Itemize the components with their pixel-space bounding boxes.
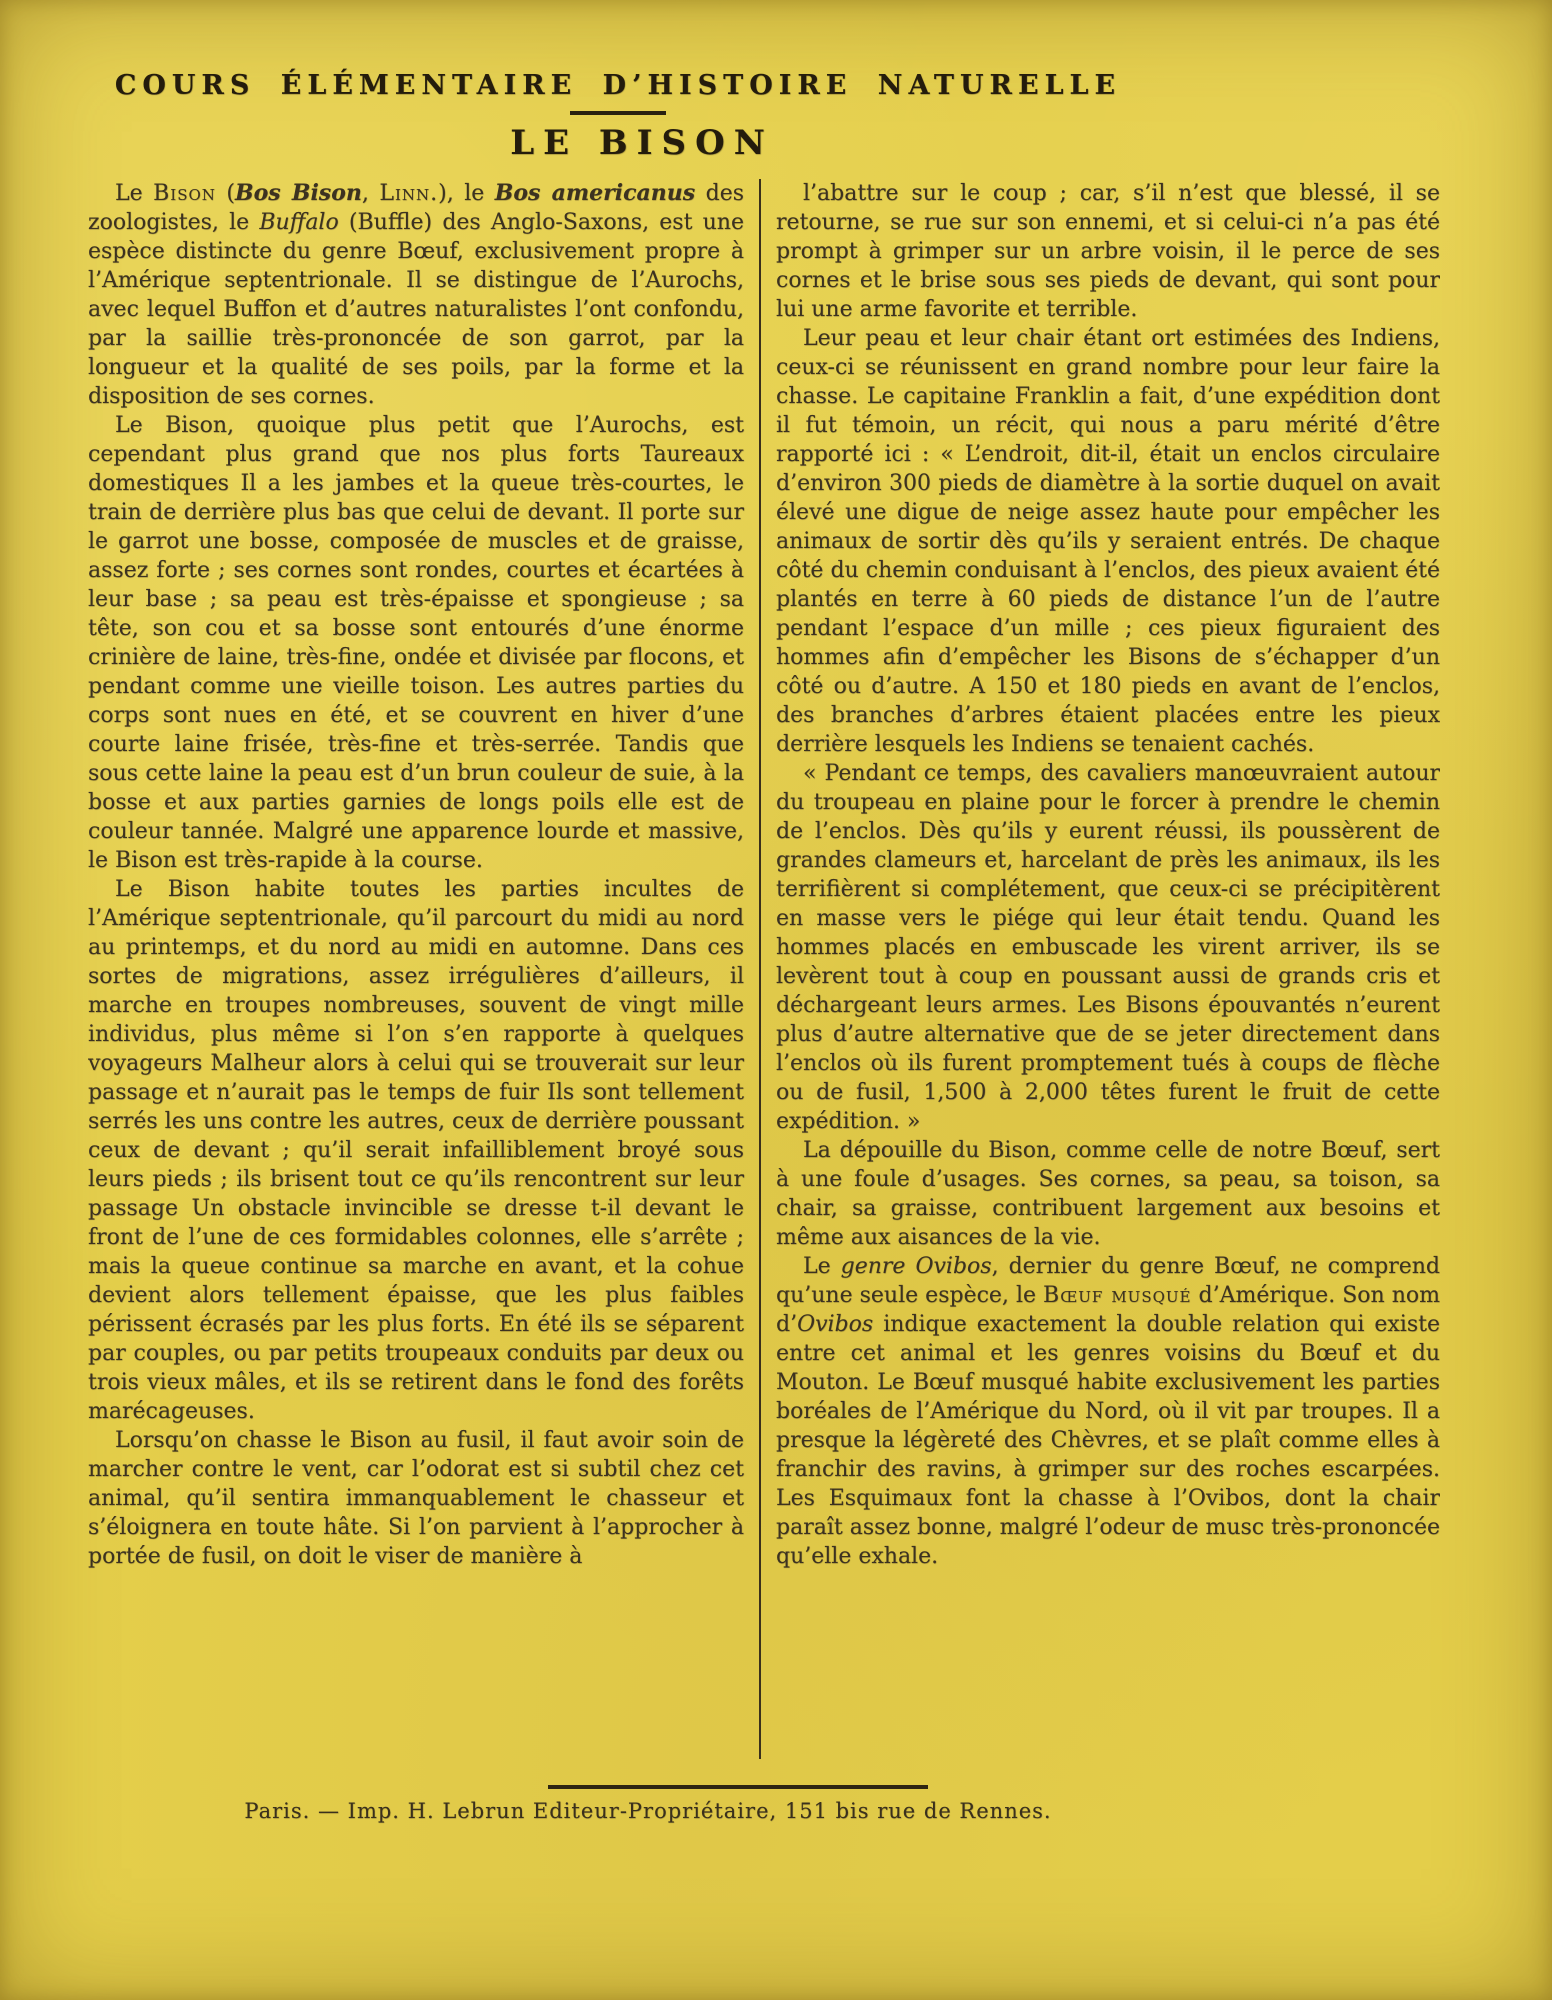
course-title: COURS ÉLÉMENTAIRE D’HISTOIRE NATURELLE — [114, 70, 1122, 101]
footer-rule — [548, 1785, 928, 1789]
text-segment: « Pendant ce temps, des cavaliers manœuvraient autour du troupeau en plaine pour le forcer à prendre le chemin de l’enclos. Dès qu’ils y eurent réussi, ils poussèrent de grandes clameurs et, harcelant de près les animaux, ils les terrifièrent si complétement, que ceux-ci se précipitèrent en masse vers le piége qui leur était tendu. Quand les hommes placés en embuscade les virent arriver, ils se levèrent tout à coup en poussant aussi de grands cris et déchargeant leurs armes. Les Bisons épouvantés n’eurent plus d’autre alternative que de se jeter directement dans l’enclos où ils furent promptement tués à coups de flèche ou de fusil, 1,500 à 2,000 têtes furent le fruit de cette expédition. » — [776, 761, 1440, 1134]
text-segment: l’abattre sur le coup ; car, s’il n’est que blessé, il se retourne, se rue sur son ennemi, et si celui-ci n’a pas été prompt à grimper sur un arbre voisin, il le perce de ses cornes et le brise sous ses pieds de devant, qui sont pour lui une arme favorite et terrible. — [776, 181, 1440, 322]
text-segment: Bos Bison — [235, 180, 362, 206]
text-segment: Bœuf musqué — [1043, 1283, 1192, 1308]
text-segment: Lorsqu’on chasse le Bison au fusil, il faut avoir soin de marcher contre le vent, car l’odorat est si subtil chez cet animal, qu’il sentira immanquablement le chasseur et s’éloignera en toute hâte. Si l’on parvient à l’approcher à portée de fusil, on doit le viser de manière à — [88, 1428, 744, 1569]
text-segment: Le — [803, 1254, 841, 1279]
text-segment: Linn. — [379, 181, 439, 206]
right-column — [776, 179, 1440, 1759]
paragraph — [88, 875, 744, 1426]
text-segment: Bos americanus — [494, 180, 696, 206]
text-segment: , — [361, 181, 380, 206]
column-divider — [759, 179, 761, 1759]
paragraph — [776, 179, 1440, 324]
imprint-text: Paris. — Imp. H. Lebrun Editeur-Propriétaire, 151 bis rue de Rennes. — [244, 1799, 1052, 1823]
two-column-text — [88, 179, 1440, 1759]
paragraph — [88, 179, 744, 411]
text-segment: indique exactement la double relation qui existe entre cet animal et les genres voisins du Bœuf et du Mouton. Le Bœuf musqué habite exclusivement les parties boréales de l’Amérique du Nord, où il vit par troupes. Il a presque la légèreté des Chèvres, et se plaît comme elles à franchir des ravins, à grimper sur des roches escarpées. Les Esquimaux font la chasse à l’Ovibos, dont la chair paraît assez bonne, malgré l’odeur de musc très-prononcée qu’elle exhale. — [776, 1312, 1440, 1569]
paragraph — [776, 1136, 1440, 1252]
paragraph — [88, 1426, 744, 1571]
masthead — [88, 70, 1148, 115]
text-segment: Ovibos — [797, 1312, 874, 1337]
text-segment: Buffalo — [259, 210, 339, 235]
text-segment: (Buffle) des Anglo-Saxons, est une espèce distincte du genre Bœuf, exclusivement propre à l’Amérique septentrionale. Il se distingue de l’Aurochs, avec lequel Buffon et d’autres naturalistes l’ont confondu, par la saillie très-prononcée de son garrot, par la longueur et la qualité de ses poils, par la forme et la disposition de ses cornes. — [88, 210, 744, 409]
text-segment: Le — [115, 181, 154, 206]
text-segment: Le Bison, quoique plus petit que l’Aurochs, est cependant plus grand que nos plus forts Taureaux domestiques Il a les jambes et la queue très-courtes, le train de derrière plus bas que celui de devant. Il porte sur le garrot une bosse, composée de muscles et de graisse, assez forte ; ses cornes sont rondes, courtes et écartées à leur base ; sa peau est très-épaisse et spongieuse ; sa tête, son cou et sa bosse sont entourés d’une énorme crinière de laine, très-fine, ondée et divisée par flocons, et pendant comme une vieille toison. Les autres parties du corps sont nues en été, et se couvrent en hiver d’une courte laine frisée, très-fine et très-serrée. Tandis que sous cette laine la peau est d’un brun couleur de suie, à la bosse et aux parties garnies de longs poils elle est de couleur tannée. Malgré une apparence lourde et massive, le Bison est très-rapide à la course. — [88, 413, 744, 873]
text-segment: genre Ovibos — [840, 1254, 992, 1279]
imprint-footer — [88, 1785, 1440, 1823]
text-segment: d’Amérique. Son nom d’ — [776, 1283, 1440, 1337]
text-segment: La dépouille du Bison, comme celle de notre Bœuf, sert à une foule d’usages. Ses cornes, sa peau, sa toison, sa chair, sa graisse, contribuent largement aux besoins et même aux aisances de la vie. — [776, 1138, 1440, 1250]
paragraph — [776, 1252, 1440, 1571]
paragraph — [776, 759, 1440, 1136]
text-segment: Le Bison habite toutes les parties incultes de l’Amérique septentrionale, qu’il parcourt du midi au nord au printemps, et du nord au midi en automne. Dans ces sortes de migrations, assez irrégulières d’ailleurs, il marche en troupes nombreuses, souvent de vingt mille individus, plus même si l’on s’en rapporte à quelques voyageurs Malheur alors à celui qui se trouverait sur leur passage et n’aurait pas le temps de fuir Ils sont tellement serrés les uns contre les autres, ceux de derrière poussant ceux de devant ; qu’il serait infailliblement broyé sous leurs pieds ; ils brisent tout ce qu’ils rencontrent sur leur passage Un obstacle invincible se dresse t-il devant le front de l’une de ces formidables colonnes, elle s’arrête ; mais la queue continue sa marche en avant, et la cohue devient alors tellement épaisse, que les plus faibles périssent écrasés par les plus forts. En été ils se séparent par couples, ou par petits troupeaux conduits par deux ou trois vieux mâles, et ils se retirent dans le fond des forêts marécageuses. — [88, 877, 744, 1424]
title-rule — [570, 111, 666, 115]
text-segment: ), le — [438, 181, 495, 206]
page-title: LE BISON — [510, 123, 774, 163]
left-column — [88, 179, 744, 1759]
paragraph — [776, 324, 1440, 759]
text-segment: des zoologistes, le — [88, 181, 745, 235]
text-segment: Bison — [153, 181, 216, 206]
text-segment: ( — [215, 181, 236, 206]
paragraph — [88, 411, 744, 875]
text-segment: , dernier du genre Bœuf, ne comprend qu’une seule espèce, le — [776, 1254, 1440, 1308]
text-segment: Leur peau et leur chair étant ort estimées des Indiens, ceux-ci se réunissent en grand nombre pour leur faire la chasse. Le capitaine Franklin a fait, d’une expédition dont il fut témoin, un récit, qui nous a paru mérité d’être rapporté ici : « L’endroit, dit-il, était un enclos circulaire d’environ 300 pieds de diamètre à la sortie duquel on avait élevé une digue de neige assez haute pour empêcher les animaux de sortir dès qu’ils y seraient entrés. De chaque côté du chemin conduisant à l’enclos, des pieux avaient été plantés en terre à 60 pieds de distance l’un de l’autre pendant l’espace d’un mille ; ces pieux figuraient des hommes afin d’empêcher les Bisons de s’échapper d’un côté ou d’autre. A 150 et 180 pieds en avant de l’enclos, des branches d’arbres étaient placées entre les pieux derrière lesquels les Indiens se tenaient cachés. — [776, 326, 1440, 757]
